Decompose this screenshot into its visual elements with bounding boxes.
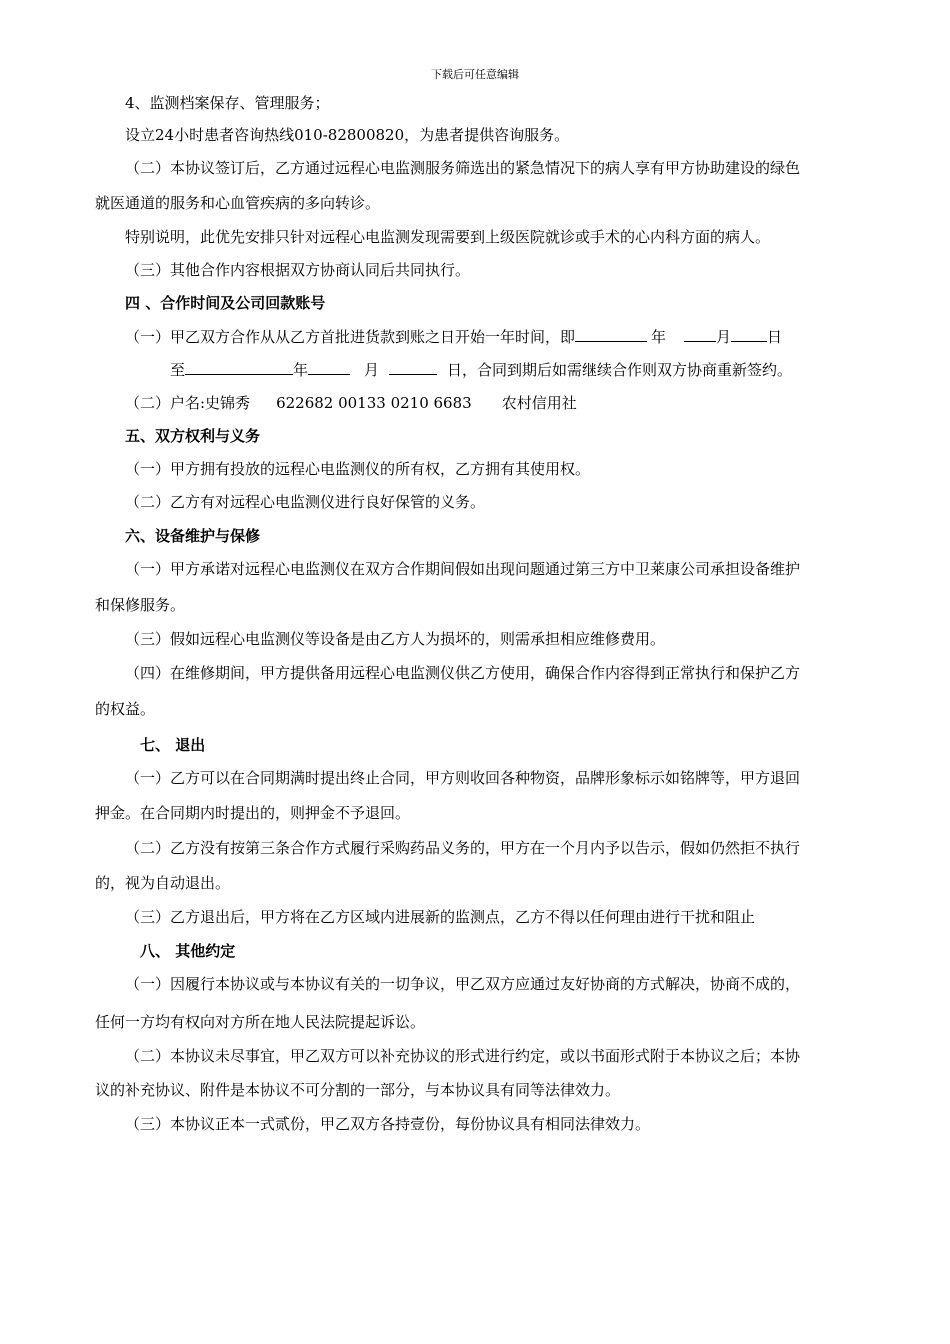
clause-text: （一）甲方承诺对远程心电监测仪在双方合作期间假如出现问题通过第三方中卫莱康公司承担设备维护 xyxy=(125,560,801,578)
clause-text: （一）因履行本协议或与本协议有关的一切争议，甲乙双方应通过友好协商的方式解决，协商不成的， xyxy=(125,975,801,993)
page-header: 下载后可任意编辑 xyxy=(431,68,519,81)
clause-text: 任何一方均有权向对方所在地人民法院提起诉讼。 xyxy=(95,1013,426,1031)
clause-text: 的权益。 xyxy=(95,700,156,718)
account-number: 622682 00133 0210 6683 xyxy=(276,394,472,412)
blank-day xyxy=(389,358,437,375)
blank-year xyxy=(185,358,293,375)
section-heading-8: 八、 其他约定 xyxy=(140,942,236,960)
clause-text: 就医通道的服务和心血管疾病的多向转诊。 xyxy=(95,194,381,212)
section-heading-4: 四 、合作时间及公司回款账号 xyxy=(125,294,326,312)
blank-day xyxy=(731,325,767,342)
section-heading-5: 五、双方权利与义务 xyxy=(125,427,261,445)
clause-text: （二）本协议未尽事宜，甲乙双方可以补充协议的形式进行约定，或以书面形式附于本协议之后；本协 xyxy=(125,1047,801,1065)
blank-month xyxy=(684,325,716,342)
section-heading-7: 七、 退出 xyxy=(140,736,206,754)
clause-text: （二）乙方没有按第三条合作方式履行采购药品义务的，甲方在一个月内予以告示，假如仍然拒不执行 xyxy=(125,839,801,857)
cooperation-term-line xyxy=(125,325,782,348)
item-archive-service: 4、监测档案保存、管理服务； xyxy=(125,94,330,112)
blank-year xyxy=(575,325,647,342)
clause-text: 特别说明，此优先安排只针对远程心电监测发现需要到上级医院就诊或手术的心内科方面的病人。 xyxy=(125,228,771,246)
blank-month xyxy=(308,358,350,375)
clause-text: （二）本协议签订后，乙方通过远程心电监测服务筛选出的紧急情况下的病人享有甲方协助建设的绿色 xyxy=(125,159,801,177)
clause-text: （三）乙方退出后，甲方将在乙方区域内进展新的监测点，乙方不得以任何理由进行干扰和阻止 xyxy=(125,908,756,926)
month-label: 月 xyxy=(716,328,732,346)
clause-text: （二）乙方有对远程心电监测仪进行良好保管的义务。 xyxy=(125,493,486,511)
clause-text: （一）甲乙双方合作从从乙方首批进货款到账之日开始一年时间，即 xyxy=(125,328,576,346)
year-label: 年 xyxy=(293,361,309,379)
clause-text: 的，视为自动退出。 xyxy=(95,874,231,892)
hotline-text: 设立24小时患者咨询热线010-82800820，为患者提供咨询服务。 xyxy=(125,126,570,144)
clause-text: （一）乙方可以在合同期满时提出终止合同，甲方则收回各种物资，品牌形象标示如铭牌等，甲方退回 xyxy=(125,769,801,787)
cooperation-term-line-2 xyxy=(170,358,792,381)
clause-text: （三）假如远程心电监测仪等设备是由乙方人为损坏的，则需承担相应维修费用。 xyxy=(125,630,666,648)
day-label: 日 xyxy=(767,328,783,346)
year-label: 年 xyxy=(651,328,667,346)
month-label: 月 xyxy=(364,361,380,379)
clause-text: 押金。在合同期内时提出的，则押金不予退回。 xyxy=(95,804,411,822)
bank-name: 农村信用社 xyxy=(501,394,577,412)
clause-text: （三）本协议正本一式贰份，甲乙双方各持壹份，每份协议具有相同法律效力。 xyxy=(125,1115,651,1133)
clause-text: （四）在维修期间，甲方提供备用远程心电监测仪供乙方使用，确保合作内容得到正常执行和保护乙方 xyxy=(125,664,801,682)
clause-text: 议的补充协议、附件是本协议不可分割的一部分，与本协议具有同等法律效力。 xyxy=(95,1081,621,1099)
clause-text: （一）甲方拥有投放的远程心电监测仪的所有权，乙方拥有其使用权。 xyxy=(125,460,591,478)
clause-text: （三）其他合作内容根据双方协商认同后共同执行。 xyxy=(125,261,471,279)
account-name: （二）户名:史锦秀 xyxy=(125,394,251,412)
clause-text: 日，合同到期后如需继续合作则双方协商重新签约。 xyxy=(447,361,793,379)
section-heading-6: 六、设备维护与保修 xyxy=(125,527,261,545)
clause-text: 和保修服务。 xyxy=(95,596,186,614)
account-line xyxy=(125,392,577,414)
to-label: 至 xyxy=(170,361,186,379)
